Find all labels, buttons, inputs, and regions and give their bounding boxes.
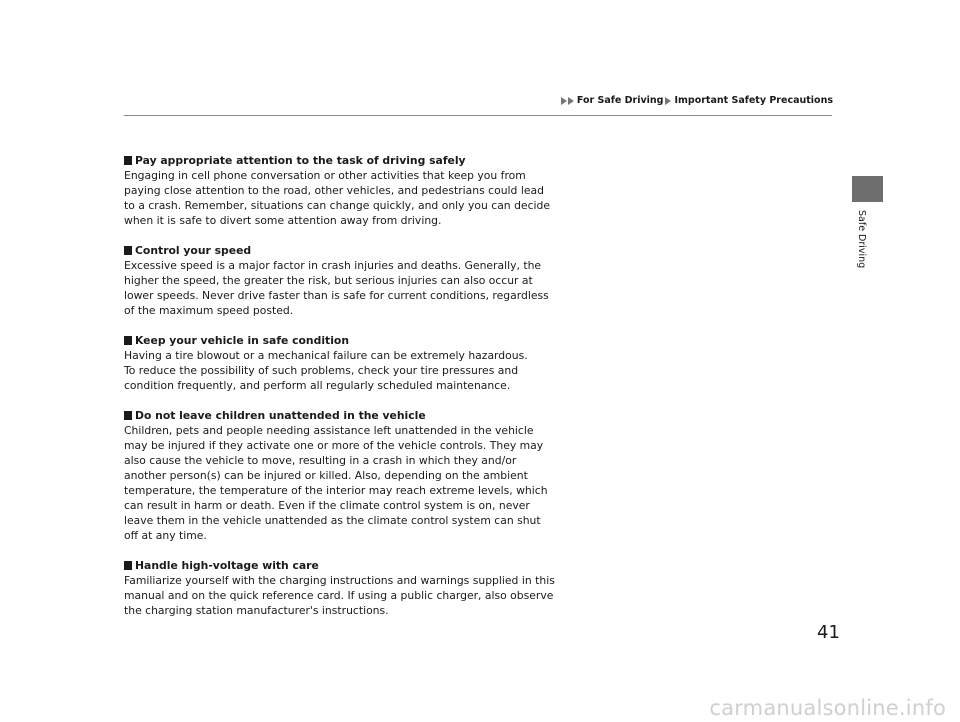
bullet-square-icon bbox=[124, 246, 132, 255]
breadcrumb bbox=[561, 95, 833, 106]
watermark: carmanualsonline.info bbox=[709, 696, 946, 720]
section-paragraph: Familiarize yourself with the charging instructions and warnings supplied in this manual and on the quick reference card. If using a public charger, also observe the charging station manufacturer's instructions. bbox=[124, 574, 555, 617]
breadcrumb-arrow-icon bbox=[561, 97, 575, 105]
side-tab-label: Safe Driving bbox=[856, 210, 867, 269]
section bbox=[124, 243, 556, 318]
section-paragraph: To reduce the possibility of such problems, check your tire pressures and condition frequently, and perform all regularly scheduled maintenance. bbox=[124, 364, 519, 392]
bullet-square-icon bbox=[124, 411, 132, 420]
page-number: 41 bbox=[817, 622, 840, 643]
section-paragraph: Children, pets and people needing assistance left unattended in the vehicle may be injured if they activate one or more of the vehicle controls. They may also cause the vehicle to move, resulting in a crash in which they and/or another person(s) can be injured or killed. Also, depending on the ambient temperature, the temperature of the interior may reach extreme levels, which can result in harm or death. Even if the climate control system is on, never leave them in the vehicle unattended as the climate control system can shut off at any time. bbox=[124, 424, 548, 542]
bullet-square-icon bbox=[124, 156, 132, 165]
bullet-square-icon bbox=[124, 561, 132, 570]
section bbox=[124, 558, 556, 618]
main-content bbox=[124, 153, 556, 633]
side-tab-marker bbox=[852, 176, 883, 202]
header-divider bbox=[124, 115, 832, 116]
section-heading: Do not leave children unattended in the vehicle bbox=[124, 408, 556, 423]
section-paragraph: Engaging in cell phone conversation or other activities that keep you from paying close attention to the road, other vehicles, and pedestrians could lead to a crash. Remember, situations can change quickly, and only you can decide when it is safe to divert some attention away from driving. bbox=[124, 169, 551, 227]
section bbox=[124, 153, 556, 228]
breadcrumb-item[interactable]: For Safe Driving bbox=[576, 95, 664, 106]
section bbox=[124, 408, 556, 543]
section-heading: Control your speed bbox=[124, 243, 556, 258]
section-heading: Handle high-voltage with care bbox=[124, 558, 556, 573]
section bbox=[124, 333, 556, 393]
section-heading: Keep your vehicle in safe condition bbox=[124, 333, 556, 348]
section-heading: Pay appropriate attention to the task of driving safely bbox=[124, 153, 556, 168]
breadcrumb-item[interactable]: Important Safety Precautions bbox=[674, 95, 833, 106]
section-paragraph: Having a tire blowout or a mechanical failure can be extremely hazardous. bbox=[124, 349, 528, 362]
breadcrumb-arrow-icon bbox=[665, 97, 672, 105]
section-paragraph: Excessive speed is a major factor in crash injuries and deaths. Generally, the higher the speed, the greater the risk, but serious injuries can also occur at lower speeds. Never drive faster than is safe for current conditions, regardless of the maximum speed posted. bbox=[124, 259, 549, 317]
bullet-square-icon bbox=[124, 336, 132, 345]
